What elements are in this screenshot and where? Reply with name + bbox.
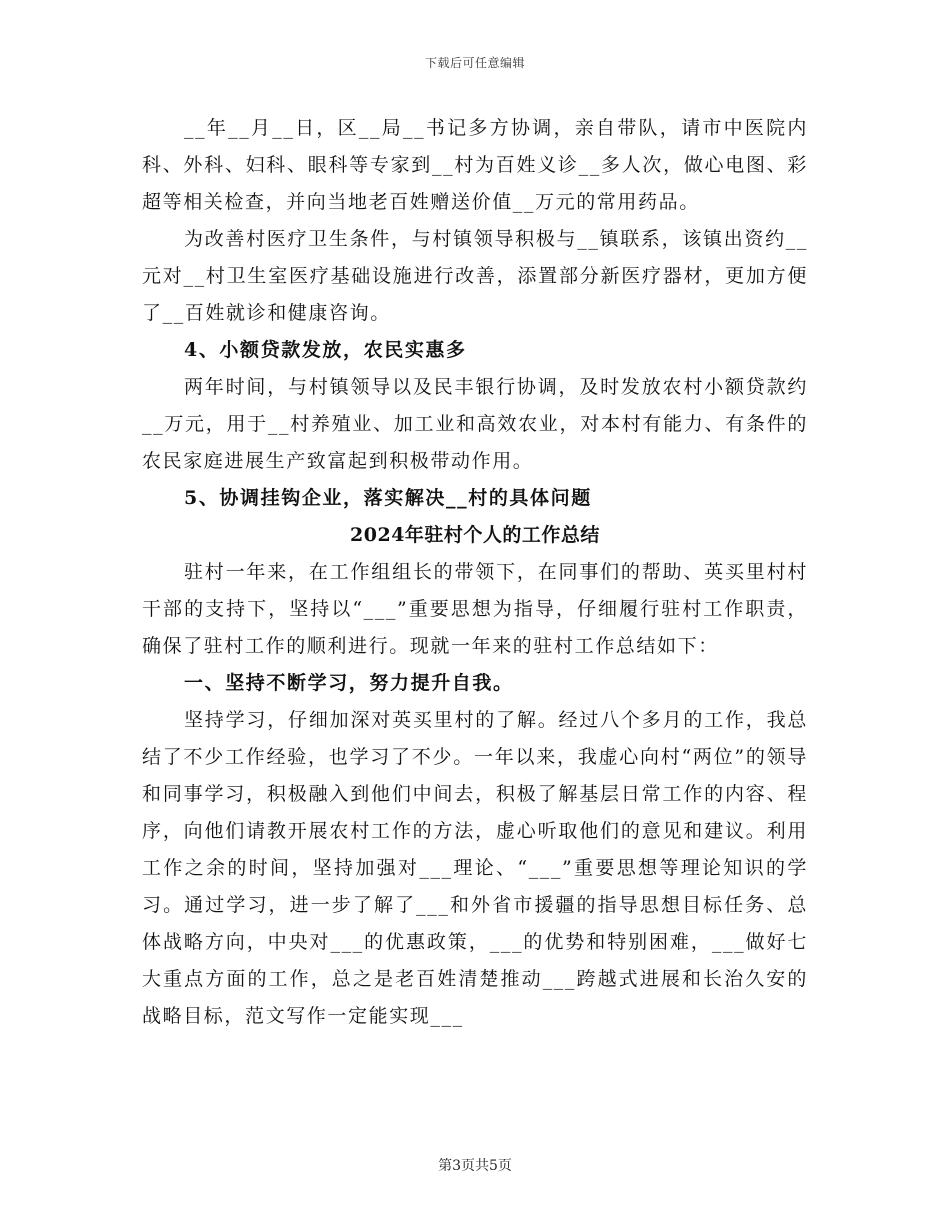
page-header: 下载后可任意编辑 (424, 56, 525, 70)
paragraph: __年__月__日，区__局__书记多方协调，亲自带队，请市中医院内科、外科、妇科、眼科等专家到__村为百姓义诊__多人次，做心电图、彩超等相关检查，并向当地老百姓赠送价值__万元的常用药品。 (142, 117, 808, 213)
document-title: 2024年驻村个人的工作总结 (350, 524, 600, 546)
page-footer: 第3页共5页 (438, 1158, 512, 1174)
section-heading: 4、小额贷款发放，农民实惠多 (184, 339, 467, 361)
paragraph: 驻村一年来，在工作组组长的带领下，在同事们的帮助、英买里村村干部的支持下，坚持以“___”重要思想为指导，仔细履行驻村工作职责，确保了驻村工作的顺利进行。现就一年来的驻村工作总结如下： (142, 561, 808, 657)
document-body (142, 110, 808, 1035)
paragraph: 坚持学习，仔细加深对英买里村的了解。经过八个多月的工作，我总结了不少工作经验，也学习了不少。一年以来，我虚心向村“两位”的领导和同事学习，积极融入到他们中间去，积极了解基层日常工作的内容、程序，向他们请教开展农村工作的方法，虚心听取他们的意见和建议。利用工作之余的时间，坚持加强对___理论、“___”重要思想等理论知识的学习。通过学习，进一步了解了___和外省市援疆的指导思想目标任务、总体战略方向，中央对___的优惠政策，___的优势和特别困难，___做好七大重点方面的工作，总之是老百姓清楚推动___跨越式进展和长治久安的战略目标，范文写作一定能实现___ (142, 709, 808, 1027)
paragraph: 两年时间，与村镇领导以及民丰银行协调，及时发放农村小额贷款约__万元，用于__村养殖业、加工业和高效农业，对本村有能力、有条件的农民家庭进展生产致富起到积极带动作用。 (142, 376, 808, 472)
section-heading: 5、协调挂钩企业，落实解决__村的具体问题 (184, 487, 592, 509)
paragraph: 为改善村医疗卫生条件，与村镇领导积极与__镇联系，该镇出资约__元对__村卫生室医疗基础设施进行改善，添置部分新医疗器材，更加方便了__百姓就诊和健康咨询。 (142, 228, 808, 324)
section-heading: 一、坚持不断学习，努力提升自我。 (184, 672, 514, 694)
